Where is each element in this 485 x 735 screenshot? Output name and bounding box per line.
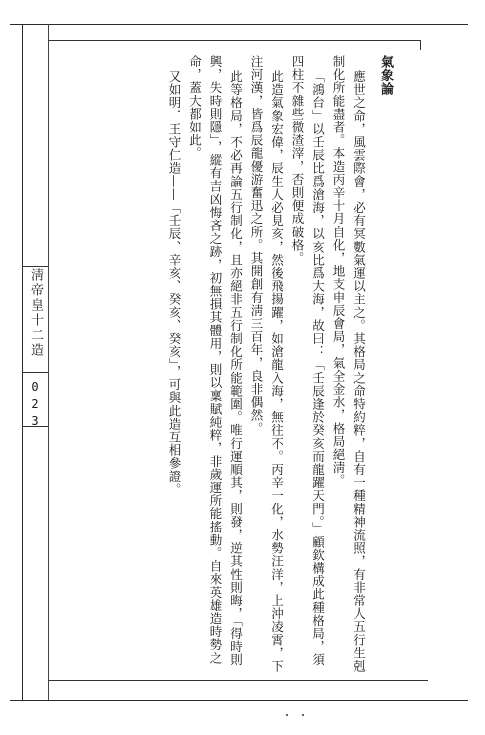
article-heading: 氣象論 [378, 55, 393, 96]
text-box-right-rule [420, 40, 421, 50]
page-number: 023 [28, 380, 42, 431]
side-tab-middle-divider [22, 372, 48, 373]
left-border-rule [22, 24, 23, 700]
text-box-bottom-rule [48, 680, 428, 681]
side-tab-title: 淸帝皇十二造 [28, 268, 43, 358]
paragraph-4: 此等格局，不必再論五行制化，且亦絕非五行制化所能範圍。唯行運順其，則發，逆其性則晦，「得時則興，失時則隱」，縱有吉凶悔吝之跡，初無損其體用，則以稟賦純粹，非歲運所能搖動。自來英雄造時勢之命，蓋大都如此。 [187, 55, 244, 667]
paragraph-2: 「鴻台」以壬辰比爲滄海，以亥比爲大海，故曰：「壬辰逢於癸亥而龍躍天門。」顧欽構成此種格局，須四柱不雜些微渣滓，否則便成破格。 [290, 55, 326, 667]
text-box-top-rule [48, 40, 420, 41]
scan-speck [302, 714, 304, 716]
paragraph-3: 此造氣象宏偉，辰生人必見亥，然後飛揚躍，如滄龍入海，無往不。丙辛一化，水勢汪洋，上沖凌霄，下注河漢，皆爲辰龍優游奮迅之所。其開創有淸三百年，良非偶然。 [249, 55, 285, 673]
paragraph-1: 應世之命，風雲際會，必有冥數氣運以主之。其格局之命特約粹，自有一種精神流照，有非常人五行生剋制化所能盡者。本造丙辛十月自化，地支申辰會局，氣全金水，格局絕淸。 [331, 55, 367, 673]
top-border-rule [10, 24, 468, 25]
article-body [164, 55, 396, 675]
inner-border-rule [48, 24, 49, 700]
scan-speck [286, 714, 288, 716]
paragraph-5: 又如明．王守仁造——「壬辰、辛亥、癸亥、癸亥」，可與此造互相參證。 [167, 70, 182, 497]
bottom-border-rule [10, 700, 468, 701]
side-tab-top-divider [22, 266, 48, 267]
